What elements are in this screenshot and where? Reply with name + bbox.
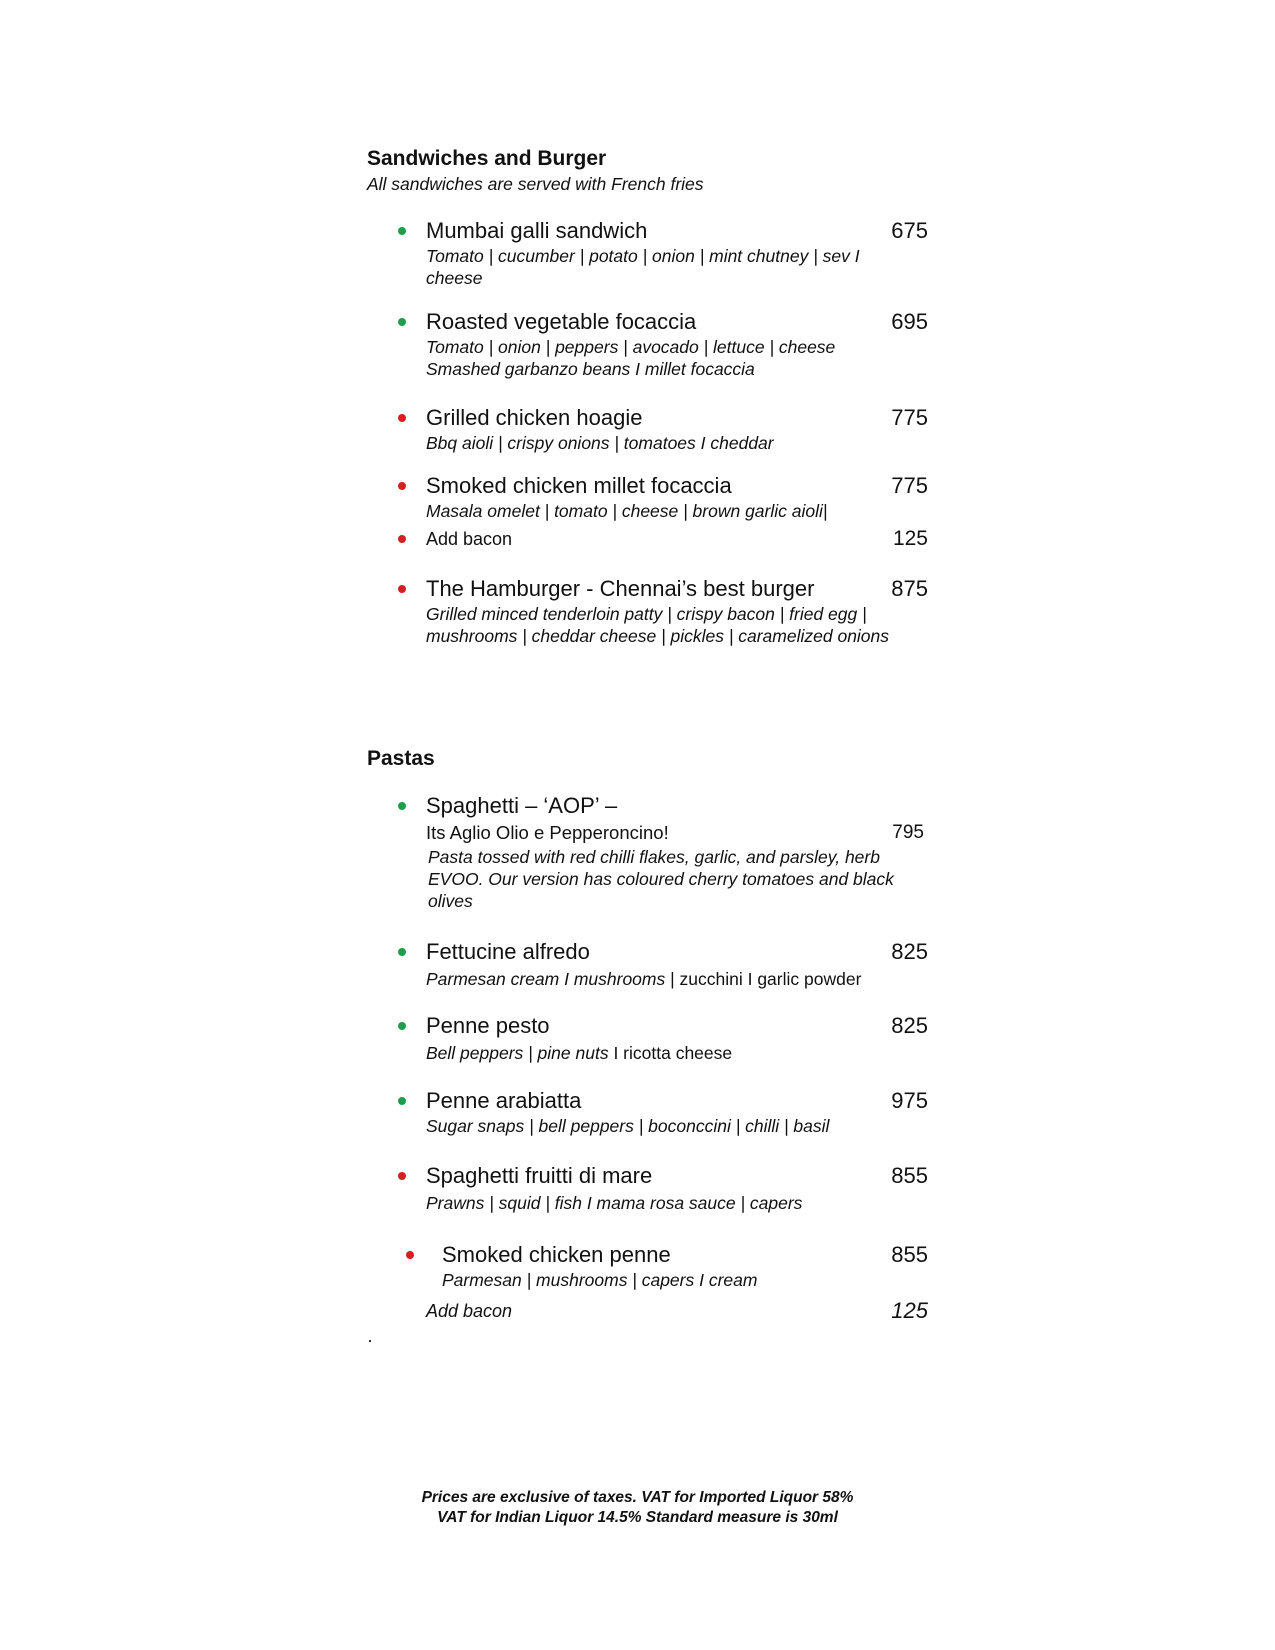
tax-footer	[0, 1488, 1275, 1528]
item-description	[426, 968, 926, 990]
addon-label: Add bacon	[426, 1301, 513, 1321]
menu-item-penne-pesto	[426, 1012, 932, 1064]
section-title-pastas: Pastas	[367, 747, 435, 770]
nonveg-bullet-icon	[398, 1172, 406, 1180]
menu-item-roasted-vegetable-focaccia	[426, 308, 932, 380]
item-description: Tomato | onion | peppers | avocado | lettuce | cheese	[426, 337, 836, 357]
veg-bullet-icon	[398, 227, 406, 235]
item-price: 855	[891, 1163, 928, 1188]
item-description: Sugar snaps | bell peppers | boconccini | chilli | basil	[426, 1116, 830, 1136]
item-name: Penne pesto	[426, 1013, 550, 1038]
menu-item-spaghetti-aop	[426, 792, 932, 912]
addon-label: Add bacon	[426, 529, 513, 549]
nonveg-bullet-icon	[398, 482, 406, 490]
item-price: 675	[891, 218, 928, 243]
item-price: 975	[891, 1088, 928, 1113]
footer-line-1: Prices are exclusive of taxes. VAT for Imported Liquor 58%	[421, 1489, 854, 1506]
addon-price: 125	[891, 1298, 928, 1323]
veg-bullet-icon	[398, 318, 406, 326]
veg-bullet-icon	[398, 1022, 406, 1030]
menu-item-grilled-chicken-hoagie	[426, 404, 932, 454]
veg-bullet-icon	[398, 948, 406, 956]
item-name: Spaghetti fruitti di mare	[426, 1163, 653, 1188]
item-name: Spaghetti – ‘AOP’ –	[426, 793, 618, 818]
item-price: 875	[891, 576, 928, 601]
item-description-italic: Bell peppers | pine nuts	[426, 1043, 614, 1063]
nonveg-bullet-icon	[406, 1251, 414, 1259]
item-description-line2: Smashed garbanzo beans I millet focaccia	[426, 359, 755, 379]
footer-line-2: VAT for Indian Liquor 14.5% Standard measure is 30ml	[437, 1509, 838, 1526]
item-description: Prawns | squid | fish I mama rosa sauce | capers	[426, 1193, 803, 1213]
item-name: Grilled chicken hoagie	[426, 405, 643, 430]
item-name: Fettucine alfredo	[426, 939, 590, 964]
item-name: Mumbai galli sandwich	[426, 218, 648, 243]
menu-item-fettucine-alfredo	[426, 938, 932, 990]
item-description: Pasta tossed with red chilli flakes, garlic, and parsley, herb EVOO. Our version has coloured cherry tomatoes and black olives	[428, 847, 894, 911]
item-description-plain: I ricotta cheese	[613, 1043, 733, 1063]
item-name: Roasted vegetable focaccia	[426, 309, 697, 334]
nonveg-bullet-icon	[398, 414, 406, 422]
addon-bacon-pasta	[426, 1298, 932, 1324]
item-description: Bbq aioli | crispy onions | tomatoes I cheddar	[426, 433, 774, 453]
item-description-plain: | zucchini I garlic powder	[670, 969, 862, 989]
item-price: 695	[891, 309, 928, 334]
addon-price: 125	[892, 527, 928, 550]
item-subname: Its Aglio Olio e Pepperoncino!	[426, 822, 669, 843]
addon-bacon-sandwich	[426, 526, 932, 552]
item-price: 795	[892, 822, 924, 843]
veg-bullet-icon	[398, 802, 406, 810]
section-title-sandwiches: Sandwiches and Burger	[367, 147, 607, 170]
menu-item-smoked-chicken-penne	[442, 1241, 932, 1291]
nonveg-bullet-icon	[398, 585, 406, 593]
menu-item-mumbai-galli-sandwich	[426, 217, 932, 289]
item-price: 775	[891, 473, 928, 498]
item-description: Masala omelet | tomato | cheese | brown garlic aioli|	[426, 501, 828, 521]
veg-bullet-icon	[398, 1097, 406, 1105]
item-name: Penne arabiatta	[426, 1088, 582, 1113]
menu-item-spaghetti-fruitti-di-mare	[426, 1162, 932, 1214]
item-description-italic: Parmesan cream I mushrooms	[426, 969, 671, 989]
item-description: Tomato | cucumber | potato | onion | mint chutney | sev I cheese	[426, 246, 860, 288]
item-name: The Hamburger - Chennai’s best burger	[426, 576, 815, 601]
item-name: Smoked chicken penne	[442, 1242, 671, 1267]
item-price: 825	[891, 939, 928, 964]
item-description: Parmesan | mushrooms | capers I cream	[442, 1270, 758, 1290]
item-description	[426, 1042, 896, 1064]
item-price: 775	[891, 405, 928, 430]
nonveg-bullet-icon	[398, 535, 406, 543]
item-price: 825	[891, 1013, 928, 1038]
item-price: 855	[891, 1242, 928, 1267]
menu-item-the-hamburger	[426, 575, 932, 647]
menu-item-penne-arabiatta	[426, 1087, 932, 1137]
item-name: Smoked chicken millet focaccia	[426, 473, 732, 498]
stray-dot	[369, 1340, 371, 1342]
section-subtitle-sandwiches: All sandwiches are served with French fries	[367, 174, 704, 194]
menu-item-smoked-chicken-millet-focaccia	[426, 472, 932, 522]
item-description: Grilled minced tenderloin patty | crispy bacon | fried egg | mushrooms | cheddar cheese | pickles | caramelized onions	[426, 604, 890, 646]
